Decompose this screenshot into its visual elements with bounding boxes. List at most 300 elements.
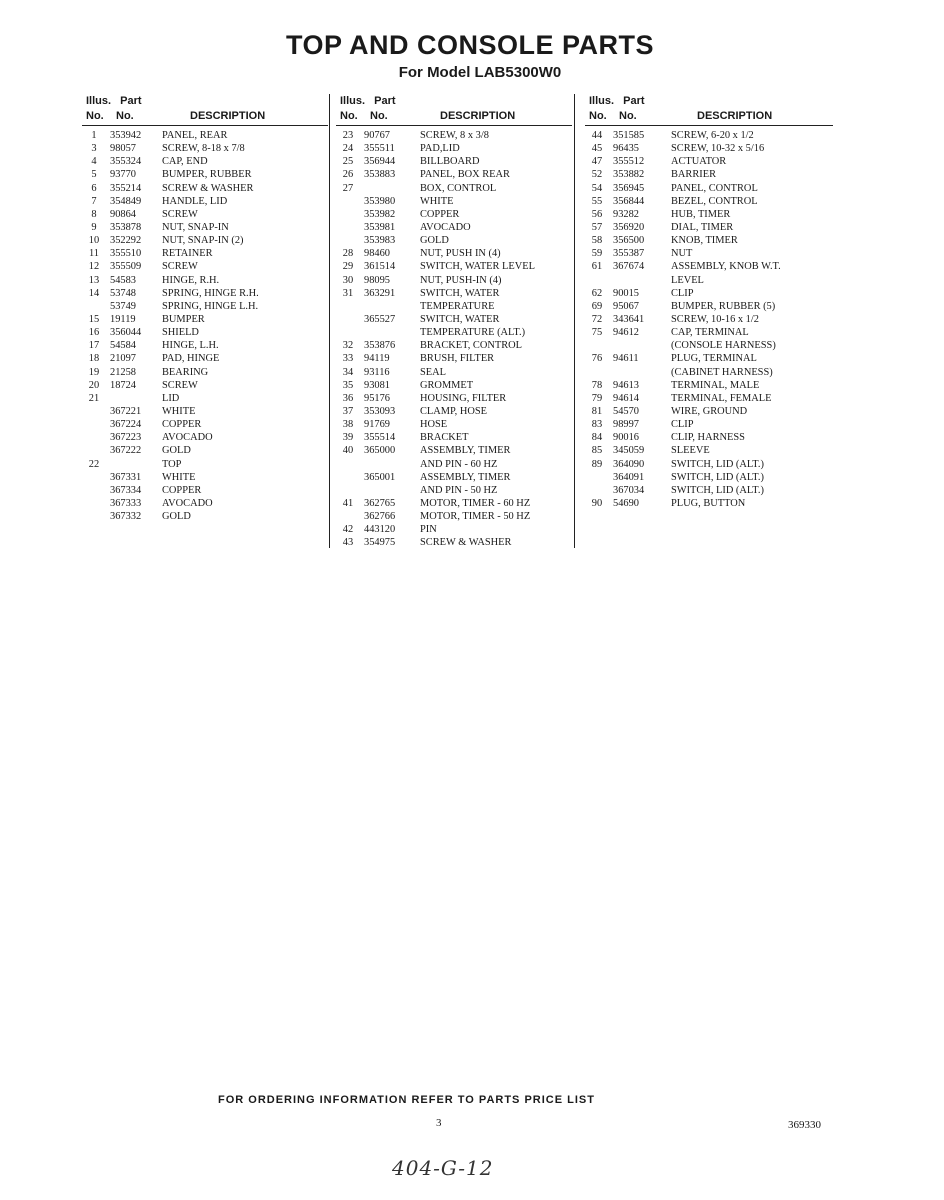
column-header (585, 92, 833, 126)
part-description: COPPER (420, 208, 460, 220)
part-number: 367332 (110, 511, 142, 523)
header-part: Part (623, 95, 645, 107)
parts-row (585, 247, 833, 260)
parts-row (585, 274, 833, 287)
illus-number: 75 (591, 327, 603, 339)
illus-number: 58 (591, 235, 603, 247)
parts-row (82, 274, 328, 287)
part-description: GOLD (162, 445, 191, 457)
part-description: MOTOR, TIMER - 50 HZ (420, 511, 531, 523)
illus-number: 19 (88, 366, 100, 378)
part-description: HUB, TIMER (671, 208, 731, 220)
illus-number: 22 (88, 458, 100, 470)
part-description: HINGE, R.H. (162, 274, 220, 286)
part-description: COPPER (162, 484, 202, 496)
part-number: 367222 (110, 445, 142, 457)
header-illus-no: No. (86, 110, 104, 122)
part-number: 93770 (110, 169, 136, 181)
part-number: 355512 (613, 156, 645, 168)
part-number: 94614 (613, 392, 639, 404)
illus-number: 42 (342, 524, 354, 536)
illus-number: 29 (342, 261, 354, 273)
part-description: WHITE (420, 195, 454, 207)
part-description: SEAL (420, 366, 446, 378)
parts-row (336, 300, 572, 313)
column-header (336, 92, 572, 126)
illus-number: 27 (342, 182, 354, 194)
parts-row (585, 155, 833, 168)
parts-row (336, 366, 572, 379)
part-description: SWITCH, WATER (420, 313, 500, 325)
parts-column-2 (336, 92, 572, 550)
part-description: TERMINAL, MALE (671, 379, 760, 391)
parts-row (82, 168, 328, 181)
illus-number: 36 (342, 392, 354, 404)
parts-row (336, 195, 572, 208)
parts-row (585, 260, 833, 273)
part-description: SCREW (162, 208, 198, 220)
illus-number: 35 (342, 379, 354, 391)
part-description: BUMPER, RUBBER (5) (671, 300, 776, 312)
parts-row (82, 418, 328, 431)
part-number: 355510 (110, 248, 142, 260)
part-description: BEZEL, CONTROL (671, 195, 758, 207)
header-part: Part (374, 95, 396, 107)
parts-row (82, 510, 328, 523)
illus-number: 8 (91, 208, 97, 220)
handwritten-note: 404-G-12 (392, 1156, 494, 1180)
part-description: SCREW, 6-20 x 1/2 (671, 130, 754, 141)
illus-number: 79 (591, 392, 603, 404)
part-description: GOLD (420, 235, 449, 247)
part-number: 351585 (613, 130, 645, 141)
parts-row (585, 444, 833, 457)
parts-row (336, 208, 572, 221)
part-number: 355387 (613, 248, 645, 260)
part-number: 364091 (613, 471, 645, 483)
parts-row (336, 182, 572, 195)
part-description: BRACKET, CONTROL (420, 340, 522, 352)
parts-row (82, 326, 328, 339)
illus-number: 25 (342, 156, 354, 168)
part-description: BRACKET (420, 432, 469, 444)
parts-row (82, 405, 328, 418)
part-number: 353982 (364, 208, 396, 220)
part-number: 54570 (613, 405, 639, 417)
parts-row (336, 523, 572, 536)
parts-row (585, 366, 833, 379)
part-number: 353878 (110, 221, 142, 233)
part-number: 356500 (613, 235, 645, 247)
part-description: PAD,LID (420, 143, 460, 155)
part-description: CAP, TERMINAL (671, 327, 749, 339)
parts-row (336, 313, 572, 326)
part-description: SCREW & WASHER (162, 182, 254, 194)
parts-row (336, 155, 572, 168)
part-description: TEMPERATURE (ALT.) (420, 327, 526, 339)
part-description: BOX, CONTROL (420, 182, 497, 194)
header-illus: Illus. (86, 95, 112, 107)
part-description: PLUG, BUTTON (671, 497, 746, 509)
part-description: HOSE (420, 419, 448, 431)
header-illus: Illus. (589, 95, 615, 107)
parts-row (82, 247, 328, 260)
parts-row (82, 155, 328, 168)
part-description: MOTOR, TIMER - 60 HZ (420, 497, 531, 509)
part-number: 98997 (613, 419, 639, 431)
parts-row (585, 471, 833, 484)
part-description: SCREW (162, 261, 198, 273)
illus-number: 1 (91, 130, 97, 141)
column-divider-2 (574, 94, 575, 548)
part-description: PANEL, BOX REAR (420, 169, 510, 181)
illus-number: 28 (342, 248, 354, 260)
part-description: SWITCH, LID (ALT.) (671, 458, 764, 470)
part-number: 367223 (110, 432, 142, 444)
illus-number: 12 (88, 261, 100, 273)
part-description: BILLBOARD (420, 156, 480, 168)
part-number: 93081 (364, 379, 390, 391)
part-description: NUT, SNAP-IN (2) (162, 235, 244, 247)
header-part-no: No. (116, 110, 134, 122)
part-description: KNOB, TIMER (671, 235, 738, 247)
illus-number: 7 (91, 195, 97, 207)
part-number: 352292 (110, 235, 142, 247)
part-description: ASSEMBLY, TIMER (420, 471, 511, 483)
header-illus-no: No. (589, 110, 607, 122)
part-number: 54583 (110, 274, 136, 286)
part-description: SHIELD (162, 327, 199, 339)
illus-number: 34 (342, 366, 354, 378)
parts-row (82, 221, 328, 234)
illus-number: 14 (88, 287, 100, 299)
illus-number: 39 (342, 432, 354, 444)
header-part-no: No. (619, 110, 637, 122)
parts-row (585, 168, 833, 181)
parts-row (585, 405, 833, 418)
part-number: 353883 (364, 169, 396, 181)
part-number: 53749 (110, 300, 136, 312)
illus-number: 18 (88, 353, 100, 365)
parts-row (82, 260, 328, 273)
part-number: 90016 (613, 432, 639, 444)
part-description: SCREW, 10-16 x 1/2 (671, 313, 759, 325)
part-description: CLIP (671, 419, 694, 431)
part-number: 356920 (613, 221, 645, 233)
illus-number: 44 (591, 130, 603, 141)
part-description: NUT, PUSH-IN (4) (420, 274, 502, 286)
parts-row (585, 379, 833, 392)
parts-row (82, 287, 328, 300)
part-description: BUMPER (162, 313, 205, 325)
part-number: 91769 (364, 419, 390, 431)
part-description: SPRING, HINGE L.H. (162, 300, 259, 312)
illus-number: 47 (591, 156, 603, 168)
parts-row (82, 379, 328, 392)
part-description: ACTUATOR (671, 156, 727, 168)
parts-row (82, 339, 328, 352)
header-description: DESCRIPTION (697, 110, 773, 122)
illus-number: 57 (591, 221, 603, 233)
parts-row (336, 405, 572, 418)
illus-number: 38 (342, 419, 354, 431)
parts-row (585, 287, 833, 300)
part-number: 355214 (110, 182, 142, 194)
part-description: NUT, SNAP-IN (162, 221, 229, 233)
illus-number: 15 (88, 313, 100, 325)
illus-number: 17 (88, 340, 100, 352)
parts-row (585, 300, 833, 313)
parts-row (82, 208, 328, 221)
part-number: 19119 (110, 313, 136, 325)
part-description: BEARING (162, 366, 209, 378)
illus-number: 5 (91, 169, 97, 181)
parts-row (585, 195, 833, 208)
part-description: SCREW, 8-18 x 7/8 (162, 143, 245, 155)
illus-number: 3 (91, 143, 97, 155)
illus-number: 84 (591, 432, 603, 444)
illus-number: 62 (591, 287, 603, 299)
parts-row (336, 221, 572, 234)
parts-row (585, 484, 833, 497)
part-description: TOP (162, 458, 182, 470)
part-description: (CABINET HARNESS) (671, 366, 773, 378)
parts-row (336, 431, 572, 444)
part-description: SCREW, 8 x 3/8 (420, 130, 489, 141)
part-number: 367334 (110, 484, 142, 496)
part-description: HINGE, L.H. (162, 340, 219, 352)
part-number: 90015 (613, 287, 639, 299)
part-description: CLIP, HARNESS (671, 432, 745, 444)
part-description: AVOCADO (162, 497, 213, 509)
part-description: NUT, PUSH IN (4) (420, 248, 501, 260)
header-part-no: No. (370, 110, 388, 122)
parts-row (585, 458, 833, 471)
parts-row (585, 339, 833, 352)
part-description: BRUSH, FILTER (420, 353, 495, 365)
part-number: 94613 (613, 379, 639, 391)
parts-column-1 (82, 92, 328, 523)
part-number: 353942 (110, 130, 142, 141)
illus-number: 59 (591, 248, 603, 260)
illus-number: 32 (342, 340, 354, 352)
part-number: 355514 (364, 432, 396, 444)
part-number: 96435 (613, 143, 639, 155)
part-description: (CONSOLE HARNESS) (671, 340, 776, 352)
part-number: 94612 (613, 327, 639, 339)
page-title: TOP AND CONSOLE PARTS (285, 30, 655, 60)
part-number: 367224 (110, 419, 142, 431)
header-part: Part (120, 95, 142, 107)
part-description: CLIP (671, 287, 694, 299)
illus-number: 23 (342, 130, 354, 141)
parts-row (336, 129, 572, 142)
part-number: 356945 (613, 182, 645, 194)
parts-row (336, 471, 572, 484)
part-number: 353981 (364, 221, 396, 233)
part-description: PLUG, TERMINAL (671, 353, 757, 365)
parts-row (82, 352, 328, 365)
parts-row (585, 221, 833, 234)
part-description: LEVEL (671, 274, 704, 286)
part-description: AND PIN - 60 HZ (420, 458, 498, 470)
illus-number: 4 (91, 156, 97, 168)
header-description: DESCRIPTION (190, 110, 266, 122)
parts-row (82, 471, 328, 484)
part-description: SLEEVE (671, 445, 710, 457)
parts-row (82, 431, 328, 444)
parts-row (82, 366, 328, 379)
part-description: RETAINER (162, 248, 213, 260)
parts-row (585, 497, 833, 510)
parts-row (336, 484, 572, 497)
part-number: 364090 (613, 458, 645, 470)
part-number: 356044 (110, 327, 142, 339)
illus-number: 78 (591, 379, 603, 391)
part-number: 93116 (364, 366, 390, 378)
parts-row (336, 339, 572, 352)
part-description: AVOCADO (420, 221, 471, 233)
part-description: SPRING, HINGE R.H. (162, 287, 259, 299)
part-number: 353876 (364, 340, 396, 352)
part-description: SWITCH, WATER (420, 287, 500, 299)
part-number: 98460 (364, 248, 390, 260)
parts-row (82, 392, 328, 405)
parts-row (585, 392, 833, 405)
illus-number: 9 (91, 221, 97, 233)
part-number: 343641 (613, 313, 645, 325)
part-description: SWITCH, LID (ALT.) (671, 484, 764, 496)
part-number: 53748 (110, 287, 136, 299)
illus-number: 20 (88, 379, 100, 391)
ordering-footer: FOR ORDERING INFORMATION REFER TO PARTS PRICE LIST (218, 1094, 595, 1106)
parts-row (336, 379, 572, 392)
parts-list (585, 129, 833, 510)
parts-row (336, 326, 572, 339)
part-description: SCREW, 10-32 x 5/16 (671, 143, 765, 155)
parts-row (336, 274, 572, 287)
part-description: BUMPER, RUBBER (162, 169, 252, 181)
part-description: HOUSING, FILTER (420, 392, 507, 404)
illus-number: 43 (342, 537, 354, 549)
parts-row (82, 142, 328, 155)
parts-row (82, 234, 328, 247)
page-number: 3 (436, 1117, 442, 1129)
illus-number: 16 (88, 327, 100, 339)
part-description: SCREW & WASHER (420, 537, 512, 549)
parts-row (82, 195, 328, 208)
part-number: 345059 (613, 445, 645, 457)
illus-number: 10 (88, 235, 100, 247)
parts-row (585, 142, 833, 155)
parts-row (82, 129, 328, 142)
part-number: 367331 (110, 471, 142, 483)
part-number: 353983 (364, 235, 396, 247)
part-number: 354849 (110, 195, 142, 207)
part-description: WHITE (162, 405, 196, 417)
illus-number: 40 (342, 445, 354, 457)
part-number: 94611 (613, 353, 639, 365)
part-number: 54690 (613, 497, 639, 509)
parts-row (336, 287, 572, 300)
part-number: 95067 (613, 300, 639, 312)
part-number: 365527 (364, 313, 396, 325)
header-illus-no: No. (340, 110, 358, 122)
part-number: 353093 (364, 405, 396, 417)
part-description: PANEL, CONTROL (671, 182, 758, 194)
illus-number: 55 (591, 195, 603, 207)
illus-number: 72 (591, 313, 603, 325)
part-number: 93282 (613, 208, 639, 220)
illus-number: 41 (342, 497, 354, 509)
part-description: SWITCH, WATER LEVEL (420, 261, 535, 273)
part-description: BARRIER (671, 169, 717, 181)
parts-row (585, 208, 833, 221)
part-number: 95176 (364, 392, 390, 404)
part-description: PAD, HINGE (162, 353, 220, 365)
parts-row (82, 484, 328, 497)
part-description: DIAL, TIMER (671, 221, 734, 233)
illus-number: 45 (591, 143, 603, 155)
part-number: 367333 (110, 497, 142, 509)
part-description: NUT (671, 248, 693, 260)
illus-number: 13 (88, 274, 100, 286)
parts-row (585, 234, 833, 247)
part-number: 367674 (613, 261, 645, 273)
part-number: 365001 (364, 471, 396, 483)
illus-number: 89 (591, 458, 603, 470)
illus-number: 26 (342, 169, 354, 181)
parts-row (336, 510, 572, 523)
part-number: 21097 (110, 353, 136, 365)
illus-number: 30 (342, 274, 354, 286)
part-description: TEMPERATURE (420, 300, 495, 312)
parts-column-3 (585, 92, 833, 510)
column-header (82, 92, 328, 126)
part-number: 355324 (110, 156, 142, 168)
illus-number: 54 (591, 182, 603, 194)
part-description: GOLD (162, 511, 191, 523)
parts-row (336, 536, 572, 549)
part-number: 54584 (110, 340, 136, 352)
illus-number: 69 (591, 300, 603, 312)
part-description: SWITCH, LID (ALT.) (671, 471, 764, 483)
illus-number: 83 (591, 419, 603, 431)
illus-number: 31 (342, 287, 354, 299)
part-number: 21258 (110, 366, 136, 378)
part-number: 367034 (613, 484, 645, 496)
part-description: WIRE, GROUND (671, 405, 748, 417)
part-number: 356844 (613, 195, 645, 207)
part-number: 355511 (364, 143, 395, 155)
parts-row (82, 313, 328, 326)
parts-row (336, 247, 572, 260)
part-number: 90864 (110, 208, 136, 220)
parts-row (336, 142, 572, 155)
parts-row (585, 313, 833, 326)
part-number: 362765 (364, 497, 396, 509)
part-description: PANEL, REAR (162, 130, 228, 141)
part-description: ASSEMBLY, KNOB W.T. (671, 261, 781, 273)
illus-number: 52 (591, 169, 603, 181)
illus-number: 11 (88, 248, 99, 260)
part-number: 354975 (364, 537, 396, 549)
parts-row (336, 418, 572, 431)
part-description: AVOCADO (162, 432, 213, 444)
parts-row (82, 444, 328, 457)
parts-list (82, 129, 328, 523)
part-number: 361514 (364, 261, 396, 273)
